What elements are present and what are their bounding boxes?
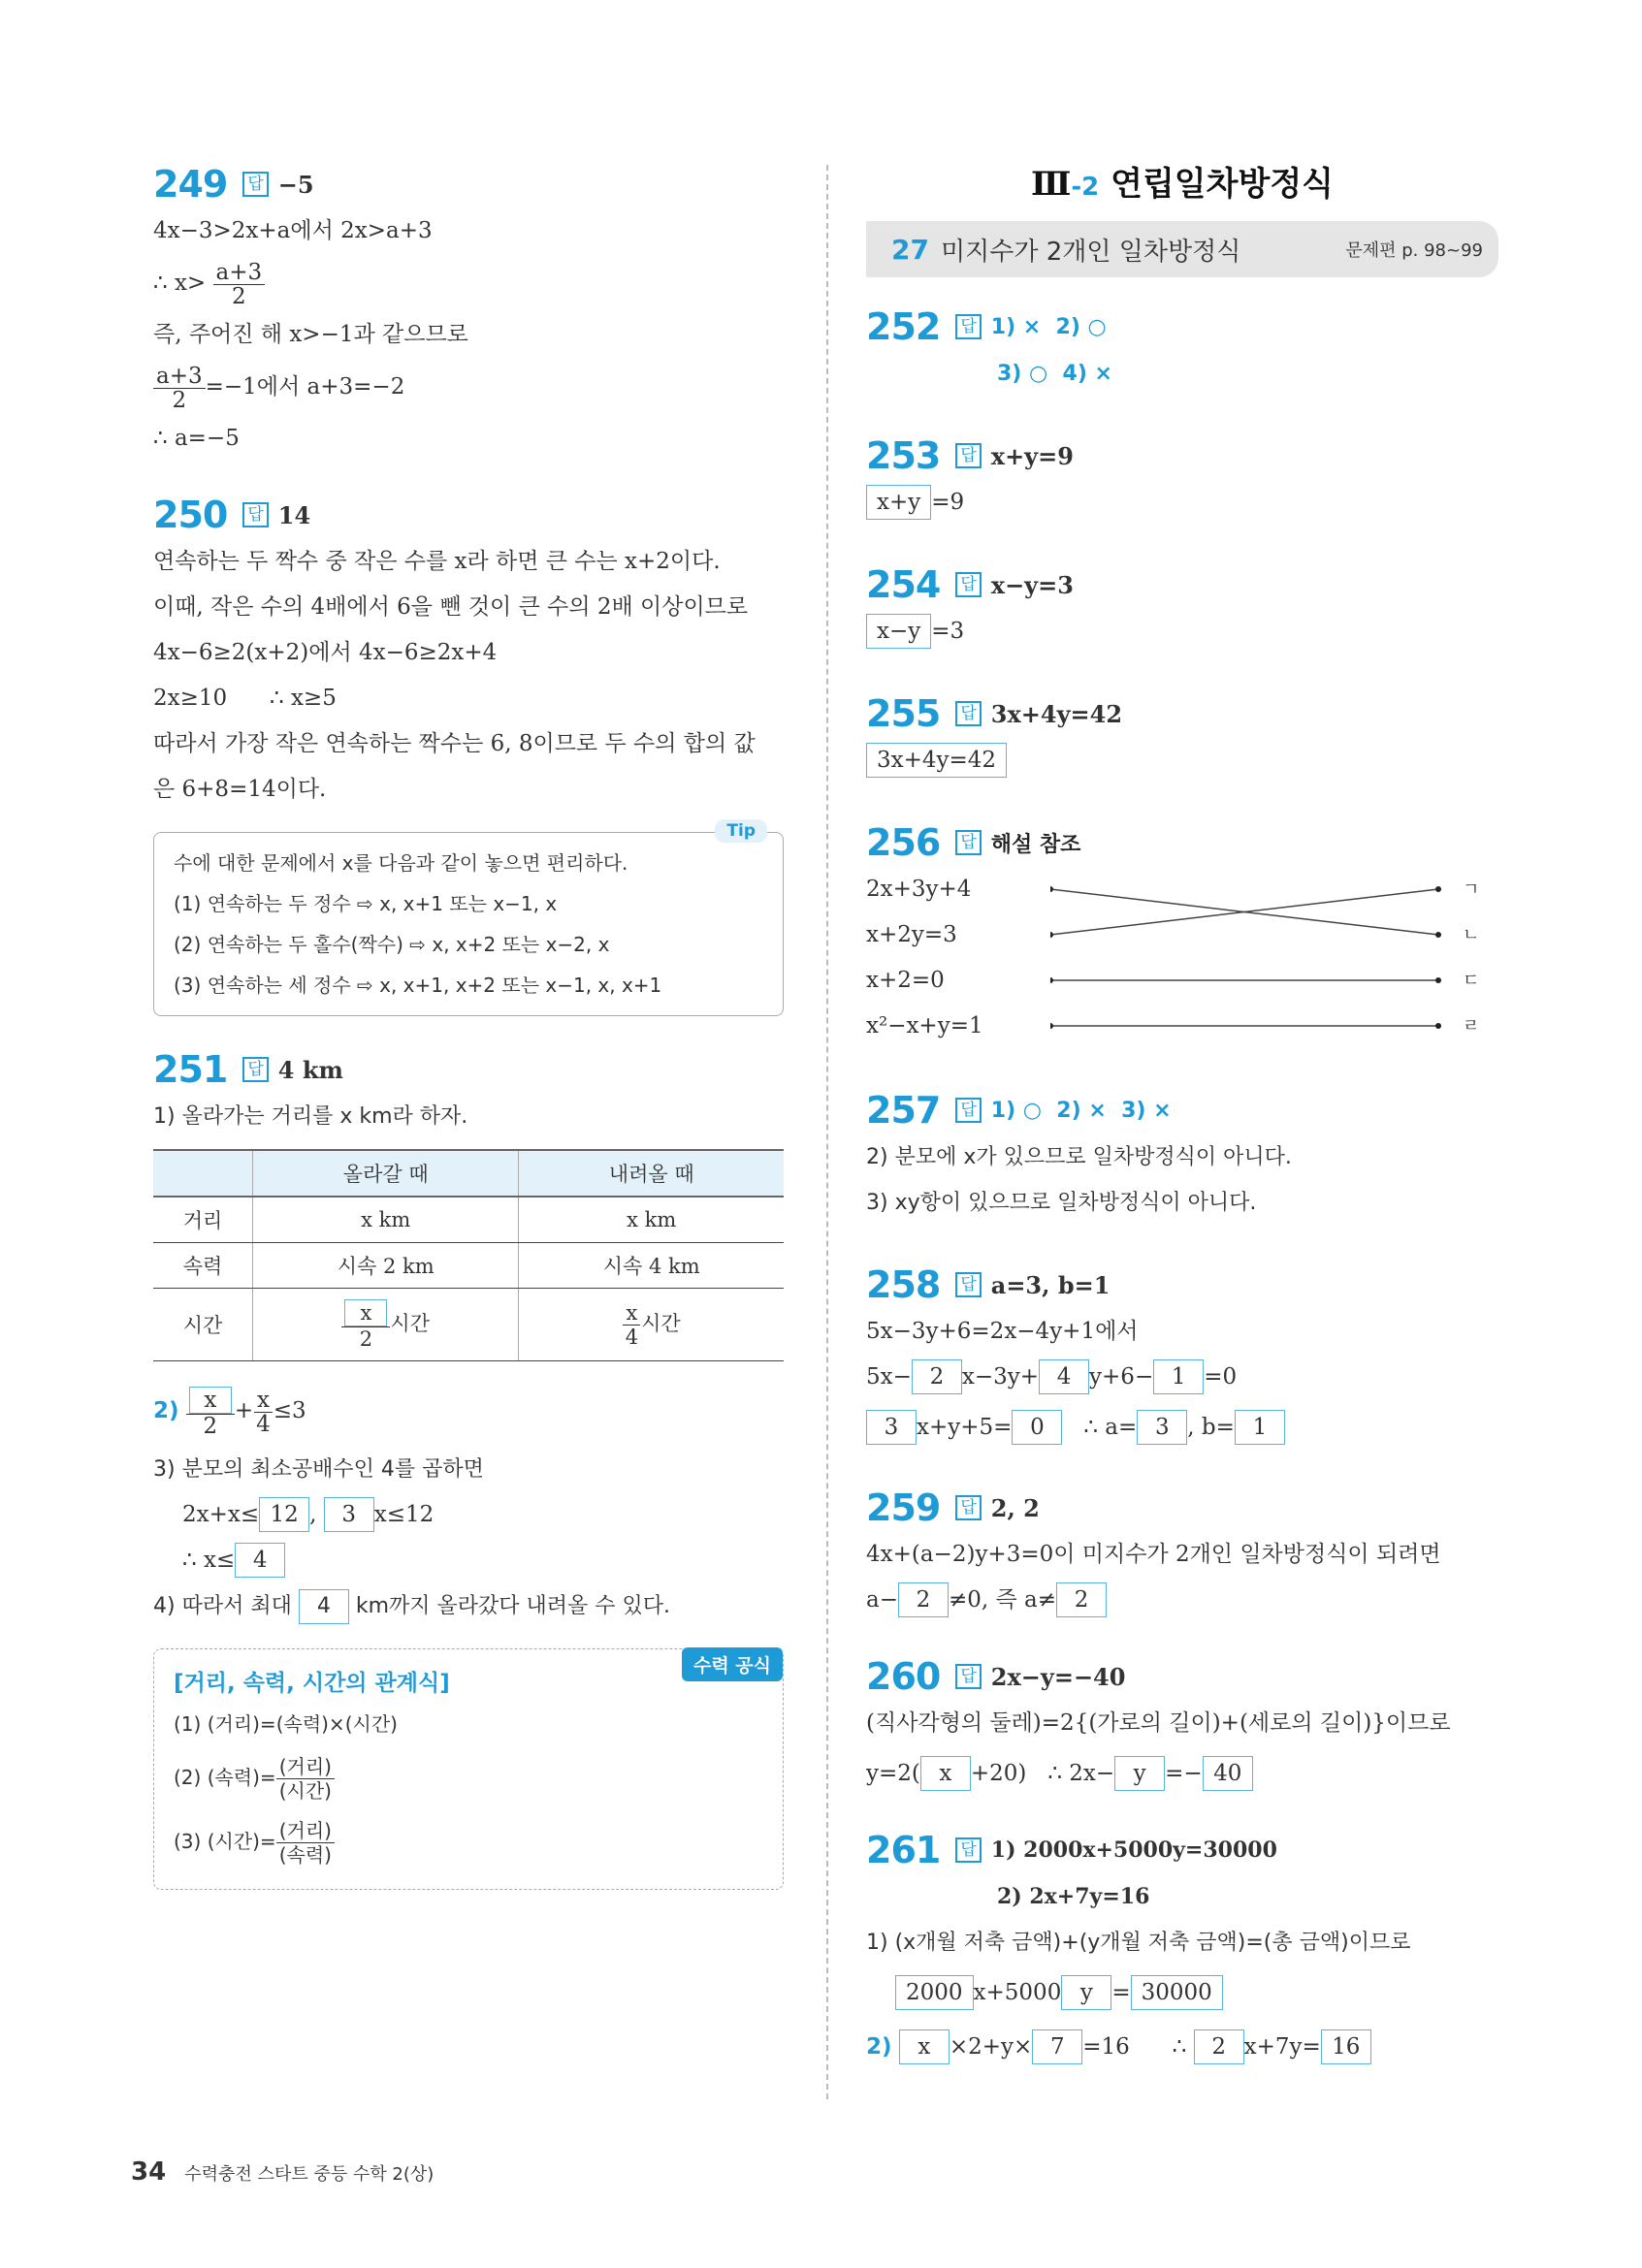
answer-label: 답 bbox=[955, 1664, 981, 1689]
text: =− bbox=[1165, 1761, 1203, 1786]
chapter-sub: -2 bbox=[1071, 173, 1100, 202]
answer-blank: x−y bbox=[866, 614, 931, 649]
problem-258-header bbox=[866, 1261, 1498, 1309]
answer-blank: y bbox=[1061, 1975, 1111, 2010]
answer-blank: 7 bbox=[1032, 2029, 1082, 2064]
label: ㄴ bbox=[1463, 925, 1480, 945]
answer-continued: 3) ○ 4) × bbox=[997, 362, 1112, 386]
answer: 4 km bbox=[277, 1055, 343, 1084]
matching-left bbox=[866, 867, 983, 1049]
equation: x+2y=3 bbox=[866, 922, 957, 947]
problem-249-header bbox=[153, 160, 784, 208]
text: =0 bbox=[1204, 1364, 1238, 1390]
answer: 1) 2000x+5000y=30000 bbox=[990, 1837, 1277, 1863]
fraction bbox=[153, 365, 206, 412]
formula-tag: 수력 공식 bbox=[682, 1647, 783, 1681]
answer-label: 답 bbox=[955, 1098, 981, 1123]
table-cell: 시속 4 km bbox=[519, 1243, 784, 1289]
answer: 1) × 2) ○ bbox=[990, 314, 1107, 339]
problem-number: 253 bbox=[866, 434, 941, 477]
problem-number: 249 bbox=[153, 163, 228, 206]
problem-251-header bbox=[153, 1045, 784, 1094]
text: = bbox=[1111, 1980, 1131, 2005]
answer-blank: 4 bbox=[1039, 1359, 1089, 1394]
denominator: 2 bbox=[172, 387, 187, 413]
text: =9 bbox=[931, 490, 965, 515]
label: ㄹ bbox=[1463, 1016, 1480, 1037]
solution-line bbox=[153, 1375, 784, 1447]
denominator: 2 bbox=[231, 283, 246, 309]
solution-line: 은 6+8=14이다. bbox=[153, 777, 327, 802]
step-number: 2) bbox=[153, 1398, 179, 1423]
matching-diagram bbox=[866, 867, 1498, 1051]
equation: x²−x+y=1 bbox=[866, 1013, 983, 1038]
matching-right bbox=[1463, 867, 1479, 1049]
denominator: 4 bbox=[256, 1411, 271, 1437]
solution-line: 1) 올라가는 거리를 x km라 하자. bbox=[153, 1104, 468, 1129]
solution-line: 4x+(a−2)y+3=0이 미지수가 2개인 일차방정식이 되려면 bbox=[866, 1542, 1441, 1567]
solution-line bbox=[153, 1583, 784, 1629]
answer-label: 답 bbox=[955, 1837, 981, 1863]
answer-blank: 3x+4y=42 bbox=[866, 743, 1007, 778]
tip-tag: Tip bbox=[715, 819, 767, 843]
problem-number: 256 bbox=[866, 821, 941, 864]
solution-line bbox=[153, 254, 784, 312]
problem-number: 260 bbox=[866, 1655, 941, 1698]
solution-line: 3) xy항이 있으므로 일차방정식이 아니다. bbox=[866, 1191, 1257, 1215]
problem-number: 250 bbox=[153, 494, 228, 536]
fraction bbox=[623, 1301, 641, 1349]
text: ∴ 2x− bbox=[1026, 1761, 1115, 1786]
answer-blank: 4 bbox=[299, 1589, 349, 1624]
solution-line bbox=[866, 1355, 1498, 1400]
table-header: 올라갈 때 bbox=[253, 1150, 519, 1197]
solution-line: 2x≥10 ∴ x≥5 bbox=[153, 686, 337, 711]
answer-blank: 0 bbox=[1012, 1410, 1062, 1445]
denominator: 2 bbox=[359, 1326, 373, 1351]
answer-blank: 2 bbox=[1194, 2029, 1244, 2064]
numerator: a+3 bbox=[213, 261, 266, 285]
answer: −5 bbox=[277, 170, 314, 199]
problem-number: 261 bbox=[866, 1829, 941, 1871]
solution-line bbox=[153, 1492, 784, 1538]
table-cell bbox=[253, 1289, 519, 1361]
label: ㄷ bbox=[1463, 971, 1480, 991]
solution-line: 3) 분모의 최소공배수인 4를 곱하면 bbox=[153, 1457, 484, 1482]
answer-blank: 2 bbox=[898, 1582, 949, 1617]
tip-line: (1) 연속하는 두 정수 ⇨ x, x+1 또는 x−1, x bbox=[174, 892, 558, 915]
chapter-name: 연립일차방정식 bbox=[1099, 165, 1335, 204]
solution-line bbox=[153, 358, 784, 416]
section-bar bbox=[866, 221, 1498, 277]
solution-line bbox=[866, 2020, 1498, 2074]
tip-box bbox=[153, 821, 784, 1016]
text: ∴ x> bbox=[153, 271, 207, 296]
table-cell: x km bbox=[253, 1197, 519, 1243]
numerator: a+3 bbox=[153, 365, 206, 389]
table-row bbox=[153, 1197, 784, 1243]
problem-261-header bbox=[866, 1826, 1498, 1874]
text: ≤3 bbox=[273, 1398, 306, 1423]
text: y=2( bbox=[866, 1761, 920, 1786]
answer-label: 답 bbox=[955, 443, 981, 468]
tip-line: (2) 연속하는 두 홀수(짝수) ⇨ x, x+2 또는 x−2, x bbox=[174, 933, 610, 956]
equation: x+2=0 bbox=[866, 968, 945, 993]
solution-line bbox=[866, 1578, 1498, 1623]
text: + bbox=[234, 1398, 254, 1423]
problem-260-header bbox=[866, 1652, 1498, 1701]
solution-line bbox=[866, 738, 1498, 783]
answer: 해설 참조 bbox=[990, 832, 1081, 857]
text: , bbox=[309, 1502, 317, 1527]
answer-blank: 12 bbox=[259, 1497, 309, 1532]
problem-number: 255 bbox=[866, 692, 941, 735]
numerator: x bbox=[623, 1301, 640, 1326]
answer-label: 답 bbox=[242, 1057, 268, 1082]
solution-line: (직사각형의 둘레)=2{(가로의 길이)+(세로의 길이)}이므로 bbox=[866, 1710, 1451, 1736]
formula-box bbox=[153, 1648, 784, 1890]
solution-line bbox=[866, 1965, 1498, 2020]
table-cell: x km bbox=[519, 1197, 784, 1243]
text: (3) (시간)= bbox=[174, 1830, 276, 1853]
answer-label: 답 bbox=[955, 701, 981, 726]
answer: x−y=3 bbox=[990, 570, 1074, 599]
solution-line: 따라서 가장 작은 연속하는 짝수는 6, 8이므로 두 수의 합의 값 bbox=[153, 731, 756, 756]
text: , b= bbox=[1187, 1415, 1235, 1440]
solution-line bbox=[153, 1538, 784, 1583]
answer-blank: 2000 bbox=[895, 1975, 974, 2010]
answer-blank: 2 bbox=[1056, 1582, 1107, 1617]
table-cell: 시속 2 km bbox=[253, 1243, 519, 1289]
answer-blank: 30000 bbox=[1131, 1975, 1223, 2010]
solution-line: 4x−3>2x+a에서 2x>a+3 bbox=[153, 218, 433, 243]
answer-blank: 3 bbox=[1137, 1410, 1187, 1445]
unit: 시간 bbox=[641, 1311, 681, 1335]
answer: 14 bbox=[277, 500, 311, 529]
chapter-number: Ⅲ bbox=[1030, 165, 1072, 204]
answer-blank: 1 bbox=[1235, 1410, 1285, 1445]
text: =3 bbox=[931, 619, 965, 644]
problem-number: 259 bbox=[866, 1486, 941, 1529]
text: ∴ x≤ bbox=[182, 1548, 236, 1573]
tip-line: (3) 연속하는 세 정수 ⇨ x, x+1, x+2 또는 x−1, x, x+1 bbox=[174, 974, 662, 997]
problem-255-header bbox=[866, 689, 1498, 738]
problem-254-header bbox=[866, 560, 1498, 609]
text: x+5000 bbox=[973, 1980, 1062, 2005]
solution-line: 2) 분모에 x가 있으므로 일차방정식이 아니다. bbox=[866, 1145, 1292, 1169]
fraction bbox=[253, 1389, 274, 1436]
answer-label: 답 bbox=[955, 830, 981, 855]
formula-line bbox=[174, 1745, 763, 1809]
text: x≤12 bbox=[373, 1502, 435, 1527]
formula-line: (1) (거리)=(속력)×(시간) bbox=[174, 1712, 398, 1736]
text: km까지 올라갔다 내려올 수 있다. bbox=[355, 1594, 670, 1618]
label: ㄱ bbox=[1463, 879, 1480, 900]
column-divider bbox=[826, 165, 828, 2099]
answer-blank: 2 bbox=[912, 1359, 962, 1394]
fraction bbox=[186, 1387, 235, 1438]
text: ∴ a= bbox=[1062, 1415, 1138, 1440]
problem-number: 257 bbox=[866, 1089, 941, 1132]
answer-label: 답 bbox=[242, 502, 268, 527]
fraction bbox=[276, 1819, 335, 1867]
text: +20) bbox=[970, 1761, 1027, 1786]
answer-blank: x bbox=[899, 2029, 950, 2064]
fraction bbox=[341, 1299, 390, 1351]
answer-blank: x bbox=[344, 1299, 387, 1326]
solution-line: 5x−3y+6=2x−4y+1에서 bbox=[866, 1319, 1139, 1344]
problem-257-header bbox=[866, 1086, 1498, 1134]
numerator bbox=[186, 1387, 235, 1415]
solution-line: ∴ a=−5 bbox=[153, 426, 240, 451]
answer: 2, 2 bbox=[990, 1493, 1040, 1522]
text: a− bbox=[866, 1587, 898, 1613]
solution-line: 즉, 주어진 해 x>−1과 같으므로 bbox=[153, 322, 468, 347]
row-label: 시간 bbox=[153, 1289, 253, 1361]
numerator: (거리) bbox=[276, 1755, 335, 1779]
table-row bbox=[153, 1243, 784, 1289]
answer: 3x+4y=42 bbox=[990, 699, 1123, 728]
answer-label: 답 bbox=[955, 572, 981, 597]
text: 5x− bbox=[866, 1364, 912, 1390]
answer-label: 답 bbox=[242, 172, 268, 197]
solution-line bbox=[866, 1746, 1498, 1801]
problem-253-header bbox=[866, 431, 1498, 480]
denominator: (속력) bbox=[278, 1843, 332, 1867]
chapter-title bbox=[866, 155, 1498, 213]
text: y+6− bbox=[1089, 1364, 1154, 1390]
fraction bbox=[276, 1755, 335, 1803]
problem-number: 252 bbox=[866, 305, 941, 348]
problem-259-header bbox=[866, 1484, 1498, 1532]
row-label: 속력 bbox=[153, 1243, 253, 1289]
book-title: 수력충전 스타트 중등 수학 2(상) bbox=[184, 2164, 435, 2185]
unit: 시간 bbox=[390, 1311, 430, 1335]
table-corner bbox=[153, 1150, 253, 1197]
solution-line: 이때, 작은 수의 4배에서 6을 뺀 것이 큰 수의 2배 이상이므로 bbox=[153, 594, 749, 620]
solution-line: 1) (x개월 저축 금액)+(y개월 저축 금액)=(총 금액)이므로 bbox=[866, 1931, 1411, 1955]
answer-label: 답 bbox=[955, 314, 981, 339]
formula-line bbox=[174, 1809, 763, 1873]
problem-number: 251 bbox=[153, 1048, 228, 1091]
text: ×2+y× bbox=[949, 2034, 1033, 2060]
table-header: 내려올 때 bbox=[519, 1150, 784, 1197]
text: ≠0, 즉 a≠ bbox=[948, 1587, 1057, 1613]
answer-label: 답 bbox=[955, 1495, 981, 1520]
answer-blank: 3 bbox=[866, 1410, 917, 1445]
text: 2x+x≤ bbox=[182, 1502, 260, 1527]
tip-line: 수에 대한 문제에서 x를 다음과 같이 놓으면 편리하다. bbox=[174, 851, 628, 875]
left-column bbox=[153, 160, 784, 1890]
table-row bbox=[153, 1289, 784, 1361]
page-footer bbox=[131, 2157, 434, 2187]
numerator: (거리) bbox=[276, 1819, 335, 1843]
answer-blank: x bbox=[920, 1756, 971, 1791]
text: 4) 따라서 최대 bbox=[153, 1594, 292, 1618]
text: x−3y+ bbox=[961, 1364, 1040, 1390]
problem-250-header bbox=[153, 491, 784, 539]
right-column bbox=[866, 155, 1498, 2074]
section-page-ref: 문제편 p. 98~99 bbox=[1345, 240, 1483, 261]
step-number: 2) bbox=[866, 2034, 892, 2060]
denominator: (시간) bbox=[278, 1779, 332, 1803]
answer-blank: 3 bbox=[324, 1497, 374, 1532]
fraction bbox=[213, 261, 266, 308]
answer-blank: x bbox=[189, 1387, 232, 1414]
text: =−1에서 a+3=−2 bbox=[205, 374, 405, 399]
numerator: x bbox=[254, 1389, 273, 1413]
answer-blank: y bbox=[1114, 1756, 1165, 1791]
problem-252-header bbox=[866, 303, 1498, 351]
solution-line bbox=[866, 480, 1498, 526]
section-number: 27 bbox=[891, 233, 929, 266]
solution-line: 연속하는 두 짝수 중 작은 수를 x라 하면 큰 수는 x+2이다. bbox=[153, 549, 721, 574]
formula-title: [거리, 속력, 시간의 관계식] bbox=[174, 1671, 450, 1696]
answer-label: 답 bbox=[955, 1272, 981, 1297]
text: =16 ∴ bbox=[1082, 2034, 1187, 2060]
section-title: 미지수가 2개인 일차방정식 bbox=[940, 237, 1241, 267]
answer-continued: 2) 2x+7y=16 bbox=[997, 1884, 1150, 1909]
matching-lines bbox=[1050, 867, 1458, 1051]
solution-line bbox=[866, 609, 1498, 655]
answer: a=3, b=1 bbox=[990, 1270, 1111, 1299]
table-cell bbox=[519, 1289, 784, 1361]
answer-blank: 40 bbox=[1203, 1756, 1253, 1791]
text: x+y+5= bbox=[917, 1415, 1013, 1440]
answer: 2x−y=−40 bbox=[990, 1662, 1126, 1691]
answer-blank: 16 bbox=[1321, 2029, 1371, 2064]
answer-blank: x+y bbox=[866, 485, 931, 520]
denominator: 4 bbox=[625, 1325, 639, 1349]
answer-blank: 1 bbox=[1153, 1359, 1204, 1394]
answer-blank: 4 bbox=[235, 1543, 285, 1578]
distance-speed-time-table bbox=[153, 1149, 784, 1361]
equation: 2x+3y+4 bbox=[866, 877, 972, 902]
problem-number: 254 bbox=[866, 563, 941, 606]
row-label: 거리 bbox=[153, 1197, 253, 1243]
text: (2) (속력)= bbox=[174, 1766, 276, 1789]
denominator: 2 bbox=[203, 1413, 218, 1439]
answer: 1) ○ 2) × 3) × bbox=[990, 1098, 1172, 1123]
solution-line bbox=[866, 1400, 1498, 1454]
page-number: 34 bbox=[131, 2157, 167, 2187]
problem-256-header bbox=[866, 818, 1498, 867]
problem-number: 258 bbox=[866, 1263, 941, 1306]
text: x+7y= bbox=[1243, 2034, 1321, 2060]
solution-line: 4x−6≥2(x+2)에서 4x−6≥2x+4 bbox=[153, 640, 498, 665]
answer: x+y=9 bbox=[990, 441, 1074, 470]
numerator bbox=[341, 1299, 390, 1327]
